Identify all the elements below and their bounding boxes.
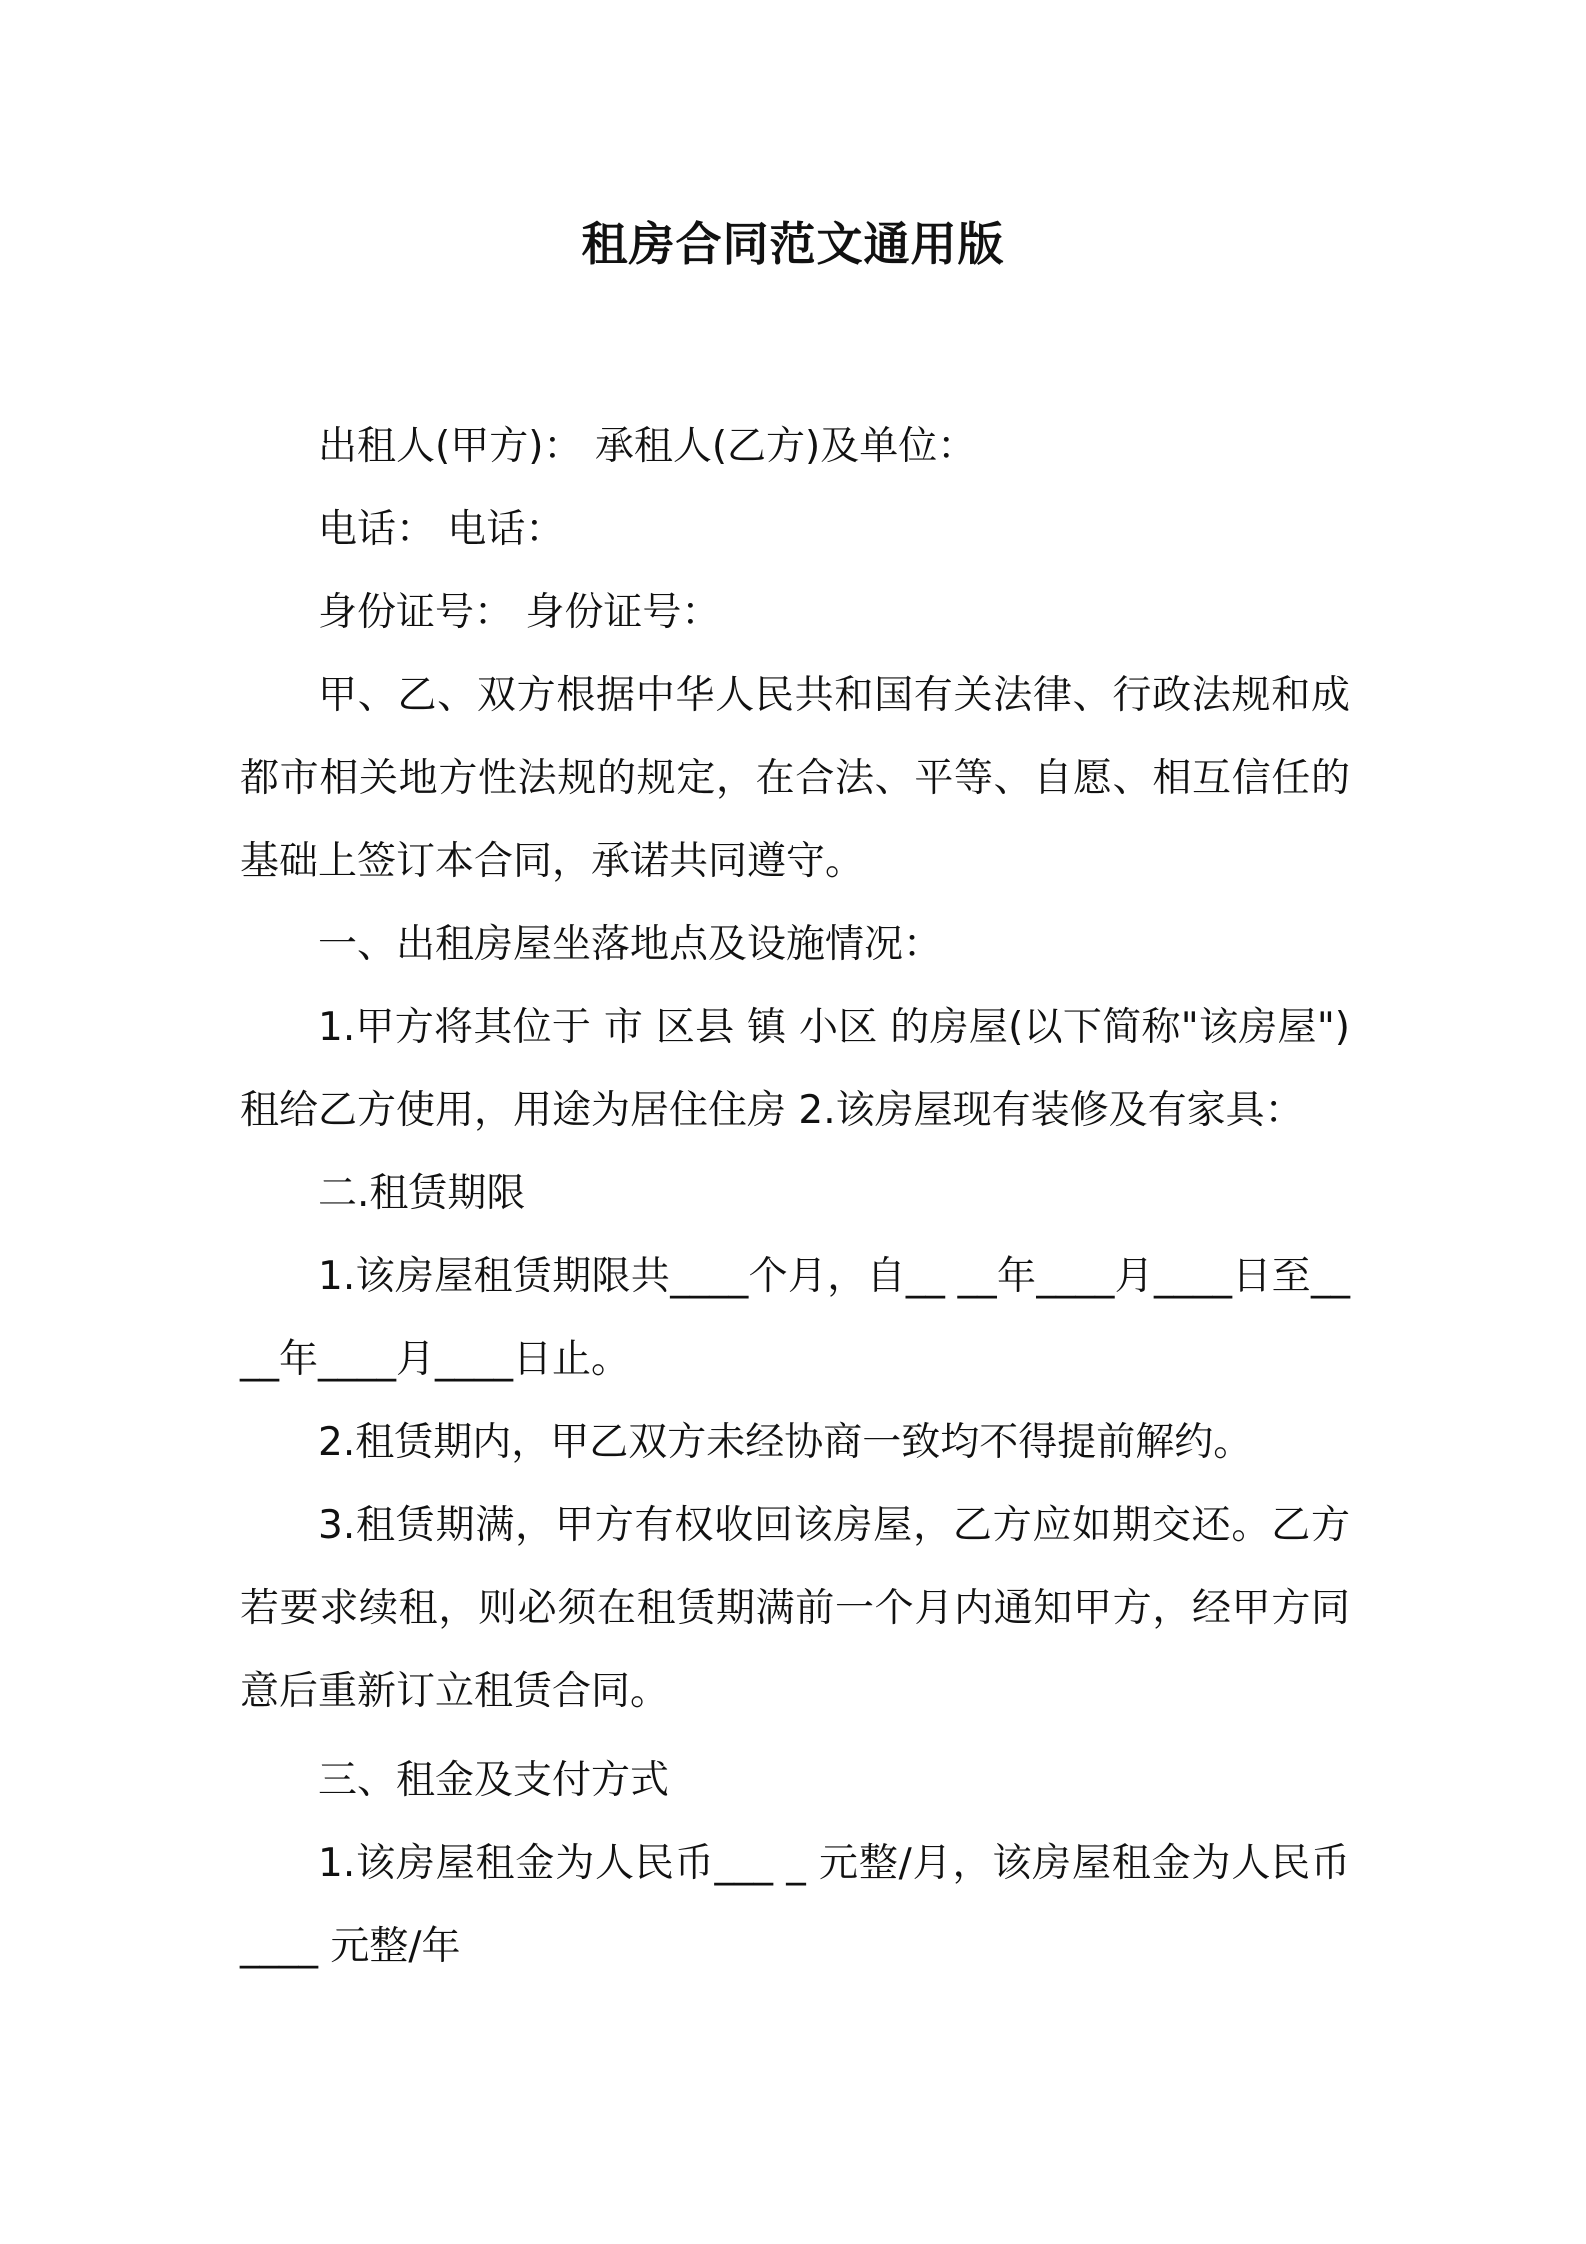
clause-3-1: 1.该房屋租金为人民币___ _ 元整/月，该房屋租金为人民币____ 元整/年 <box>240 1841 1350 1969</box>
party-line: 出租人(甲方)： 承租人(乙方)及单位： <box>318 424 977 469</box>
document-body <box>240 405 1350 1988</box>
section-heading-1: 一、出租房屋坐落地点及设施情况： <box>318 922 943 967</box>
clause-1-1: 1.甲方将其位于 市 区县 镇 小区 的房屋(以下简称"该房屋")租给乙方使用，用途为居住住房 2.该房屋现有装修及有家具： <box>240 1005 1350 1133</box>
clause-2-1: 1.该房屋租赁期限共____个月，自__ __年____月____日至__ __年____月____日止。 <box>240 1254 1350 1382</box>
id-number-line: 身份证号： 身份证号： <box>318 590 721 635</box>
section-heading-3: 三、租金及支付方式 <box>318 1758 670 1803</box>
document-title: 租房合同范文通用版 <box>581 217 1005 271</box>
preamble-paragraph: 甲、乙、双方根据中华人民共和国有关法律、行政法规和成都市相关地方性法规的规定，在合法、平等、自愿、相互信任的基础上签订本合同，承诺共同遵守。 <box>240 673 1350 884</box>
phone-line: 电话： 电话： <box>318 507 565 552</box>
section-heading-2: 二.租赁期限 <box>318 1171 526 1216</box>
clause-2-2: 2.租赁期内，甲乙双方未经协商一致均不得提前解约。 <box>318 1420 1253 1465</box>
clause-2-3: 3.租赁期满，甲方有权收回该房屋，乙方应如期交还。乙方若要求续租，则必须在租赁期满前一个月内通知甲方，经甲方同意后重新订立租赁合同。 <box>240 1503 1350 1714</box>
